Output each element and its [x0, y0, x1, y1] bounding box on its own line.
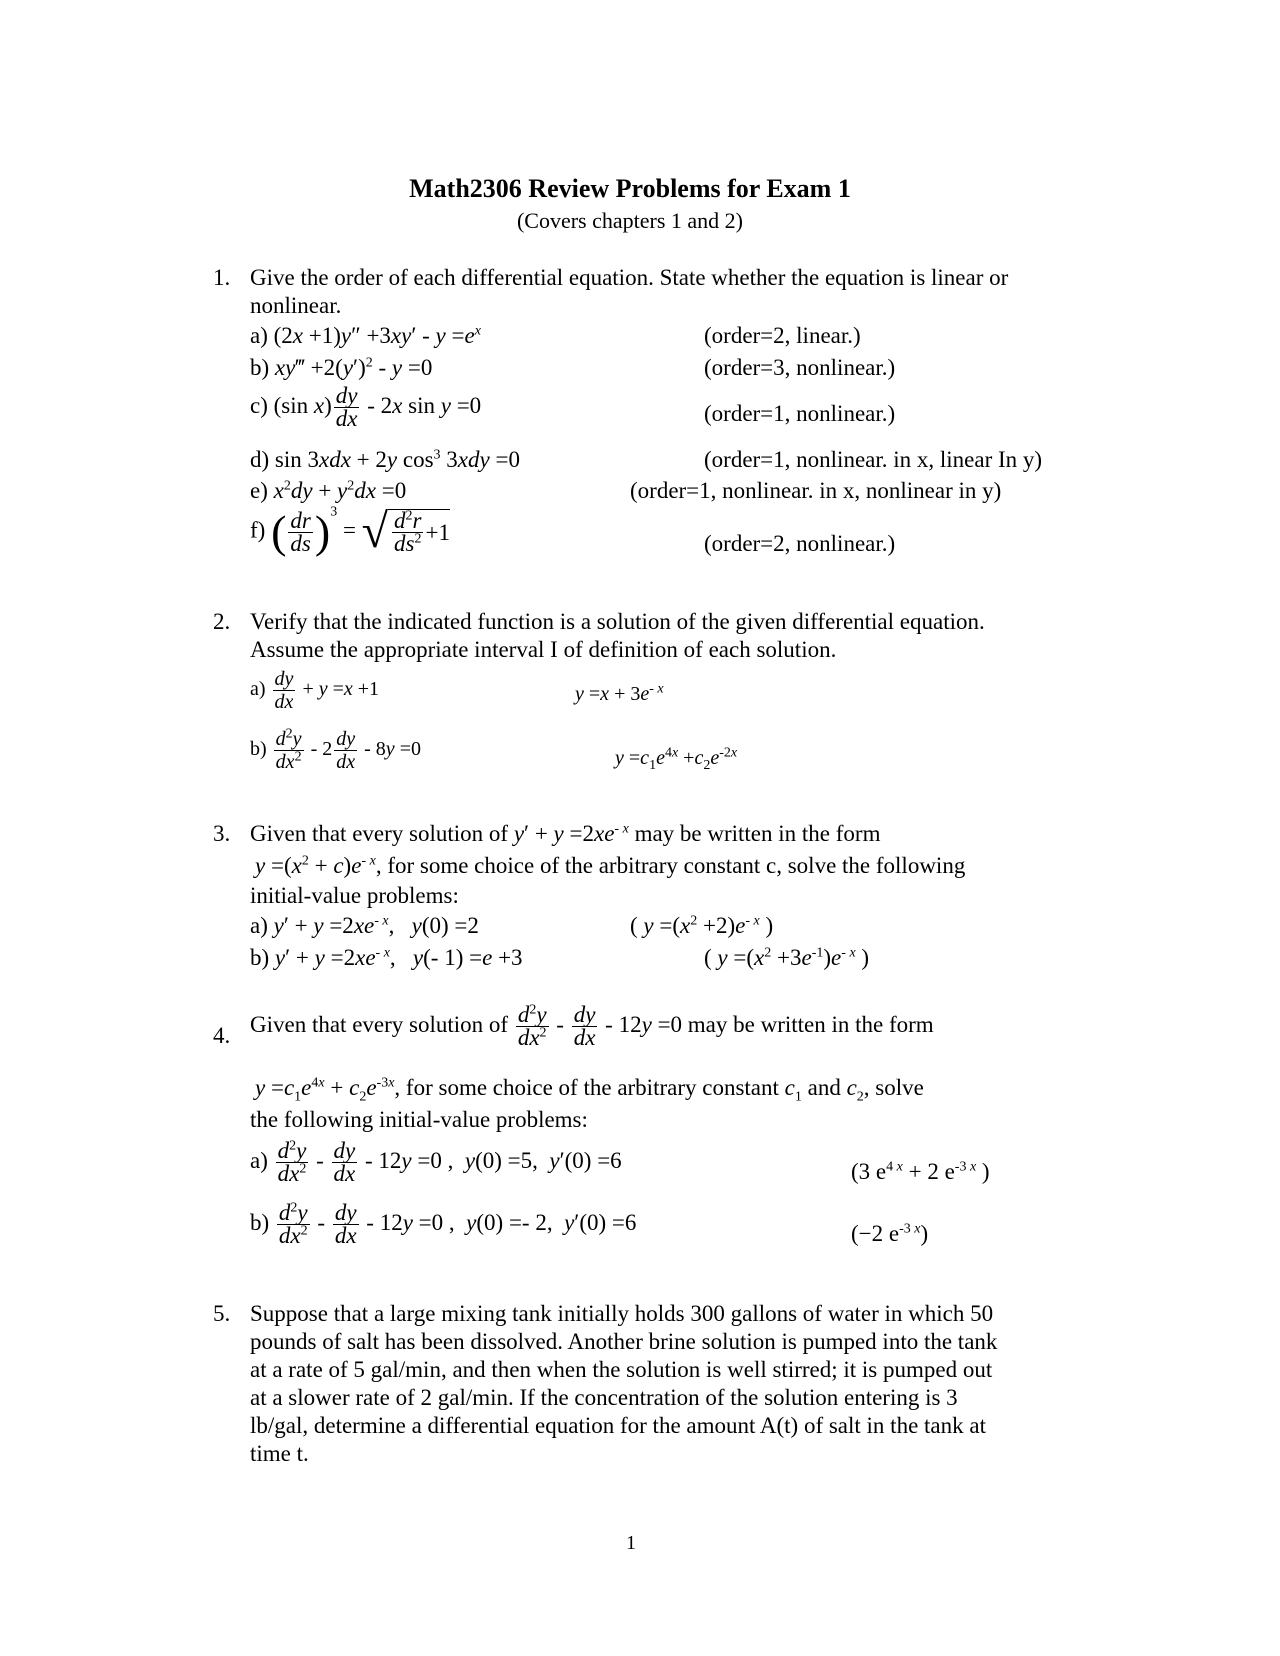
problem-3-intro-cont: may be written in the form: [634, 821, 881, 846]
problem-3a-equation: a) $y' + y =2xe^{- x}$, y(0) =2: [250, 913, 479, 938]
problem-4-line3: the following initial-value problems:: [250, 1107, 588, 1132]
problem-2-number: 2.: [213, 609, 231, 634]
problem-3-number: 3.: [213, 821, 231, 846]
problem-4-solve: , solve: [863, 1075, 924, 1100]
problem-1d-equation: d) sin 3xdx + 2y $\cos^3 3xdy =0$: [250, 447, 520, 472]
problem-1-number: 1.: [213, 265, 231, 290]
problem-4b-answer: (−2 $e^{-3 x}$): [851, 1221, 929, 1246]
problem-5-line: lb/gal, determine a differential equation for the amount A(t) of salt in the tank at: [250, 1413, 986, 1438]
problem-5-line: at a rate of 5 gal/min, and then when the solution is well stirred; it is pumped out: [250, 1357, 993, 1382]
problem-1a-answer: (order=2, linear.): [704, 323, 861, 348]
problem-1e-equation: e) $x^2dy + y^2dx =0$: [250, 478, 407, 503]
problem-1e-answer: (order=1, nonlinear. in x, nonlinear in y): [630, 478, 1002, 503]
problem-4b-equation: b) $\frac{d^2y}{dx^2}$ - $\frac{dy}{dx}$ - 12y =0 , y(0) =- 2, y′(0) =6: [250, 1200, 637, 1248]
problem-4-intro-cont: may be written in the form: [687, 1011, 934, 1037]
problem-3-form-text: , for some choice of the arbitrary constant c, solve the following: [375, 853, 966, 878]
page-number: 1: [626, 1532, 636, 1554]
problem-1-text-line2: nonlinear.: [250, 293, 342, 318]
problem-2b-solution: $y =c_1e^{4x} +c_2e^{-2x}$: [615, 745, 738, 773]
problem-3a-answer: ( $y =(x^2 +2)e^{- x}$ ): [630, 913, 774, 938]
problem-2-text-line1: Verify that the indicated function is a solution of the given differential equation.: [250, 609, 985, 634]
problem-1d-answer: (order=1, nonlinear. in x, linear In y): [704, 447, 1043, 472]
problem-5-line: Suppose that a large mixing tank initially holds 300 gallons of water in which 50: [250, 1301, 994, 1326]
problem-1f-equation: f) ( $\frac{dr}{ds}$ )$^3$ = √ $\frac{d^2r}{ds^2}$ +1: [250, 504, 450, 558]
problem-3-line1: Given that every solution of $y' + y =2xe^{- x}$ may be written in the form: [250, 821, 881, 846]
problem-5-line: time t.: [250, 1441, 309, 1466]
problem-1a-equation: a) $(2x +1)y'' +3xy' - y =e^x$: [250, 323, 481, 348]
problem-4-and: and: [807, 1075, 841, 1100]
problem-4-form-text: , for some choice of the arbitrary constant: [394, 1075, 779, 1100]
problem-3b-equation: b) $y' + y =2xe^{- x}$, y(- 1) =e +3: [250, 945, 523, 970]
problem-2b-equation: b) $\frac{d^2y}{dx^2}$ - 2 $\frac{dy}{dx}$ - 8y =0: [250, 726, 421, 773]
problem-2a-equation: a) $\frac{dy}{dx}$ + y =x +1: [250, 668, 380, 713]
problem-4-line2: $y =c_1e^{4x} + c_2e^{-3x}$, for some choice of the arbitrary constant $c_1$ and $c_2$, solve: [255, 1075, 924, 1105]
problem-4-number: 4.: [213, 1023, 231, 1048]
page-title: Math2306 Review Problems for Exam 1: [409, 174, 851, 203]
problem-1f-answer: (order=2, nonlinear.): [704, 531, 896, 556]
problem-5-line: at a slower rate of 2 gal/min. If the concentration of the solution entering is 3: [250, 1385, 958, 1410]
problem-3-line3: initial-value problems:: [250, 883, 459, 908]
page-subtitle: (Covers chapters 1 and 2): [516, 208, 744, 233]
problem-4-intro: Given that every solution of: [250, 1011, 509, 1037]
problem-5-number: 5.: [213, 1301, 231, 1326]
problem-4-line1: Given that every solution of $\frac{d^2y}{dx^2}$ - $\frac{dy}{dx}$ - 12y =0 may be written in the form: [250, 1002, 934, 1050]
problem-3-intro: Given that every solution of: [250, 821, 509, 846]
problem-1-text-line1: Give the order of each differential equation. State whether the equation is linear or: [250, 265, 1009, 290]
problem-4a-equation: a) $\frac{d^2y}{dx^2}$ - $\frac{dy}{dx}$ - 12y =0 , y(0) =5, y′(0) =6: [250, 1138, 622, 1186]
problem-1c-answer: (order=1, nonlinear.): [704, 401, 896, 426]
problem-3b-answer: ( $y =(x^2 +3e^{-1})e^{- x}$ ): [704, 945, 870, 970]
problem-5-line: pounds of salt has been dissolved. Another brine solution is pumped into the tank: [250, 1329, 998, 1354]
problem-1b-equation: b) xy‴ $+2(y')^2 - y =0$: [250, 355, 433, 380]
problem-4a-answer: (3 $e^{4 x} + 2$ $e^{-3 x}$ ): [851, 1159, 990, 1184]
problem-2a-solution: $y =x + 3e^{- x}$: [575, 681, 664, 705]
problem-1b-answer: (order=3, nonlinear.): [704, 355, 896, 380]
problem-1c-equation: c) (sin x) $\frac{dy}{dx}$ - 2x sin y =0: [250, 383, 482, 431]
problem-2-text-line2: Assume the appropriate interval I of definition of each solution.: [250, 637, 837, 662]
problem-3-line2: $y =(x^2 + c)e^{- x}$, for some choice of the arbitrary constant c, solve the following: [255, 853, 966, 878]
